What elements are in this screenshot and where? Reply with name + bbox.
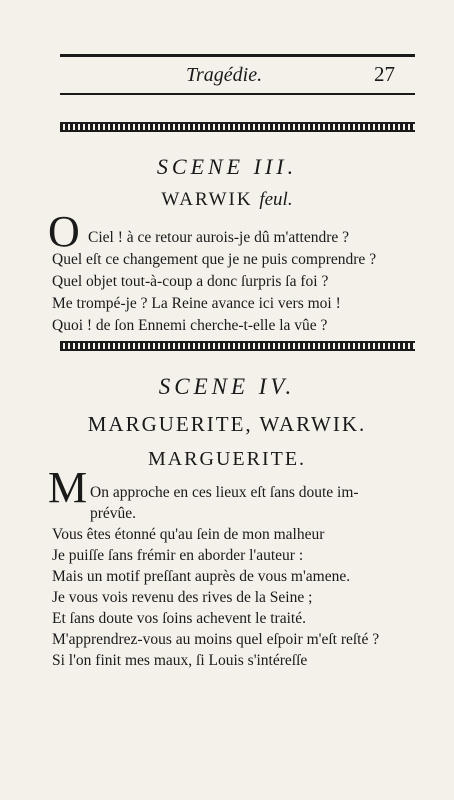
drop-cap-m: M	[48, 463, 88, 512]
stage-note: feul.	[259, 189, 293, 210]
verse-line: Et ſans doute vos ſoins achevent le traité.	[52, 610, 306, 627]
header-rule	[60, 93, 415, 95]
running-title: Tragédie.	[186, 64, 263, 86]
scene-3-title: SCENE III.	[156, 154, 298, 179]
verse-line: Quel eſt ce changement que je ne puis comprendre ?	[52, 251, 377, 268]
verse-line: Quoi ! de ſon Ennemi cherche-t-elle la vûe ?	[52, 317, 328, 334]
ornamental-band	[60, 122, 415, 132]
ornamental-band	[60, 341, 415, 351]
verse-line: Je vous vois revenu des rives de la Seine ;	[52, 589, 313, 606]
scene-4-speaker: MARGUERITE.	[147, 448, 307, 470]
verse-line: Mais un motif preſſant auprès de vous m'amene.	[52, 568, 351, 585]
scene-4-characters: MARGUERITE, WARWIK.	[87, 412, 367, 436]
verse-line: Si l'on finit mes maux, ſi Louis s'intéreſſe	[52, 652, 308, 669]
verse-line: Ciel ! à ce retour aurois-je dû m'attendre ?	[88, 229, 350, 246]
verse-line: Me trompé-je ? La Reine avance ici vers moi !	[52, 295, 341, 312]
page-number: 27	[374, 62, 395, 86]
drop-cap-o: O	[48, 207, 80, 256]
verse-line: M'apprendrez-vous au moins quel eſpoir m'eſt reſté ?	[52, 631, 380, 648]
speaker-name: WARWIK	[161, 189, 253, 210]
top-rule	[60, 54, 415, 57]
verse-line: On approche en ces lieux eſt ſans doute im-	[90, 484, 359, 501]
verse-line: prévûe.	[90, 505, 137, 522]
scene-4-title: SCENE IV.	[158, 374, 296, 399]
verse-line: Je puiſſe ſans frémir en aborder l'auteur :	[52, 547, 304, 564]
verse-line: Quel objet tout-à-coup a donc ſurpris ſa foi ?	[52, 273, 329, 290]
verse-line: Vous êtes étonné qu'au ſein de mon malheur	[52, 526, 325, 543]
